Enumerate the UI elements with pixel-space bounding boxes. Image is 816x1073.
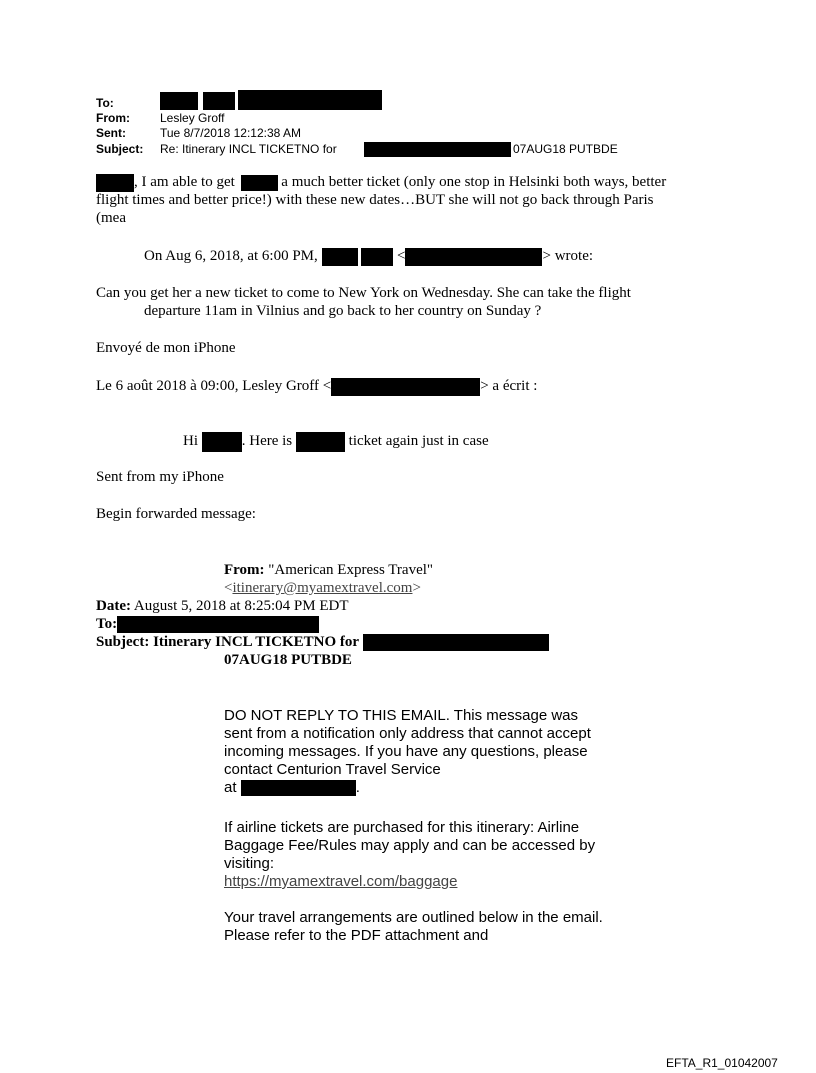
redaction bbox=[322, 248, 358, 266]
amex-para-1-at: at bbox=[224, 779, 237, 796]
baggage-link[interactable]: https://myamextravel.com/baggage bbox=[224, 873, 458, 890]
amex-para-2-text: If airline tickets are purchased for this itinerary: Airline Baggage Fee/Rules may apply and can be accessed by visiting: bbox=[224, 819, 596, 872]
reply-text-a: , I am able to get bbox=[134, 174, 235, 190]
reply-text-b: a much better ticket (only one stop in Helsinki both ways, better bbox=[281, 174, 667, 190]
fwd-subject-line-2: 07AUG18 PUTBDE bbox=[224, 652, 352, 668]
sent-label: Sent: bbox=[96, 126, 126, 140]
redaction bbox=[238, 90, 382, 110]
footer-document-id: EFTA_R1_01042007 bbox=[666, 1056, 778, 1070]
redaction bbox=[363, 634, 549, 651]
quote-1-intro: On Aug 6, 2018, at 6:00 PM, bbox=[144, 248, 318, 264]
fwd-email-gt: > bbox=[412, 580, 421, 596]
message-1-line-2: departure 11am in Vilnius and go back to her country on Sunday ? bbox=[144, 303, 542, 319]
to-label: To: bbox=[96, 96, 114, 110]
fwd-email-lt: < bbox=[224, 580, 233, 596]
reply-line-3: (mea bbox=[96, 210, 126, 226]
fwd-subject-value: Itinerary INCL TICKETNO for bbox=[153, 634, 360, 650]
fwd-from-line bbox=[224, 562, 433, 579]
amex-para-2 bbox=[224, 819, 604, 891]
fwd-subject-label: Subject: bbox=[96, 634, 150, 650]
amex-para-1 bbox=[224, 707, 604, 797]
fwd-from-label: From: bbox=[224, 562, 265, 578]
redaction bbox=[203, 92, 235, 110]
message-1-line-1: Can you get her a new ticket to come to New York on Wednesday. She can take the flight bbox=[96, 285, 631, 301]
quote-1-wrote: > wrote: bbox=[542, 248, 594, 264]
fwd-from-email-link[interactable]: itinerary@myamextravel.com bbox=[232, 580, 413, 596]
message-2 bbox=[183, 431, 489, 452]
fwd-to-line bbox=[96, 616, 319, 633]
sent-value: Tue 8/7/2018 12:12:38 AM bbox=[160, 126, 301, 140]
quote-2-intro: Le 6 août 2018 à 09:00, Lesley Groff < bbox=[96, 378, 332, 394]
redaction bbox=[202, 432, 242, 452]
from-value: Lesley Groff bbox=[160, 111, 225, 125]
subject-label: Subject: bbox=[96, 142, 144, 156]
redaction bbox=[96, 174, 134, 192]
message-2-hi: Hi bbox=[183, 433, 198, 449]
redaction bbox=[160, 92, 198, 110]
amex-para-3: Your travel arrangements are outlined below in the email. Please refer to the PDF attachment and bbox=[224, 909, 603, 944]
message-2-rest: ticket again just in case bbox=[348, 433, 489, 449]
fwd-from-value: "American Express Travel" bbox=[268, 562, 434, 578]
forwarded-label: Begin forwarded message: bbox=[96, 506, 256, 522]
fwd-date-line bbox=[96, 598, 349, 615]
quote-1-header bbox=[144, 247, 593, 266]
fwd-subject-line bbox=[96, 634, 549, 651]
redaction bbox=[241, 175, 278, 191]
amex-para-1-end: . bbox=[355, 779, 360, 796]
from-label: From: bbox=[96, 111, 130, 125]
redaction bbox=[241, 780, 356, 796]
fwd-date-value: August 5, 2018 at 8:25:04 PM EDT bbox=[133, 598, 349, 614]
redaction bbox=[331, 378, 480, 396]
redaction bbox=[296, 432, 345, 452]
redaction bbox=[117, 616, 319, 633]
reply-line-1 bbox=[96, 173, 666, 192]
subject-prefix: Re: Itinerary INCL TICKETNO for bbox=[160, 142, 337, 156]
signature-fr: Envoyé de mon iPhone bbox=[96, 340, 236, 356]
signature-en: Sent from my iPhone bbox=[96, 469, 224, 485]
message-2-here-is: . Here is bbox=[241, 433, 293, 449]
redaction bbox=[364, 142, 511, 157]
quote-1-lt: < bbox=[397, 248, 406, 264]
quote-2-header bbox=[96, 377, 537, 396]
redaction bbox=[361, 248, 393, 266]
quote-2-ecrit: > a écrit : bbox=[480, 378, 538, 394]
fwd-date-label: Date: bbox=[96, 598, 131, 614]
amex-para-1-text: DO NOT REPLY TO THIS EMAIL. This message was sent from a notification only address that cannot accept incoming messages. If you have any questions, please contact Centurion Travel Service bbox=[224, 707, 591, 778]
reply-line-2: flight times and better price!) with these new dates…BUT she will not go back through Paris bbox=[96, 192, 654, 208]
redaction bbox=[405, 248, 542, 266]
fwd-from-email-line bbox=[224, 580, 421, 597]
subject-suffix: 07AUG18 PUTBDE bbox=[513, 142, 618, 156]
fwd-to-label: To: bbox=[96, 616, 118, 632]
